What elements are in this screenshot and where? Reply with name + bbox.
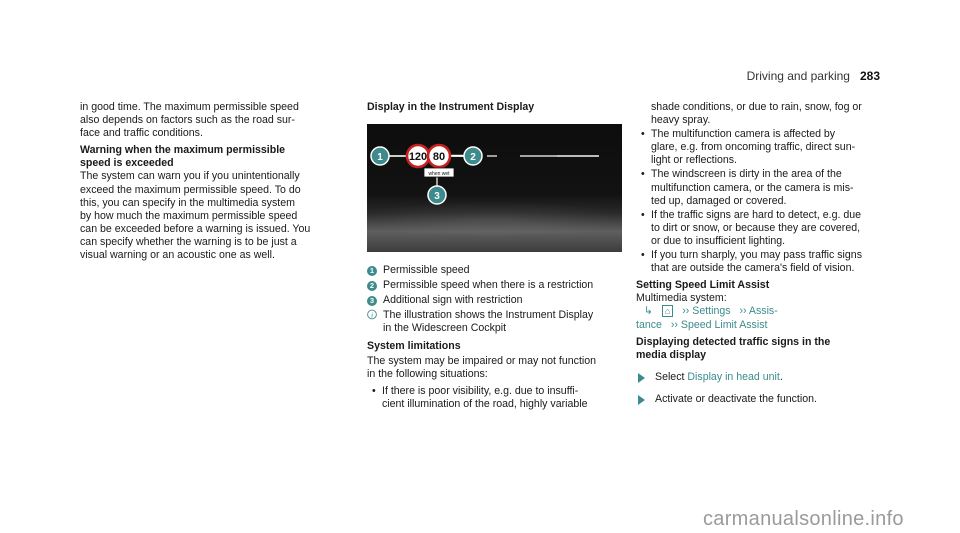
text-line: also depends on factors such as the road sur- [80, 114, 295, 127]
legend-text: Permissible speed when there is a restriction [383, 279, 594, 292]
setting-intro: Multimedia system: [636, 292, 727, 305]
warning-heading [80, 144, 342, 170]
display-heading: Display in the Instrument Display [367, 101, 535, 113]
text-line: visual warning or an acoustic one as well. [80, 249, 275, 262]
intro-paragraph [80, 101, 342, 140]
illustration-graphic [367, 124, 622, 252]
step-text-suffix: . [779, 370, 783, 383]
page-header [747, 69, 880, 83]
legend-number: 2 [367, 281, 377, 291]
text-line: ted up, damaged or covered. [651, 194, 787, 207]
enter-arrow-icon: ↳ [644, 305, 653, 318]
list-item [636, 128, 898, 167]
menu-path [636, 305, 898, 331]
text-line: light or reflections. [651, 154, 737, 167]
menu-item-assistance-part2: tance [636, 318, 662, 331]
text-line: to dirt or snow, or because they are covered, [651, 221, 861, 234]
list-item [636, 168, 898, 207]
home-icon: ⌂ [662, 305, 673, 317]
heading-line: Displaying detected traffic signs in the [636, 335, 831, 348]
limitations-list-continued [636, 128, 898, 275]
warning-paragraph [80, 170, 342, 262]
info-note [367, 309, 629, 335]
chevron-double-icon: ›› [670, 318, 678, 331]
display-in-head-unit-option: Display in head unit [687, 370, 780, 383]
text-line: • If there is poor visibility, e.g. due to insuffi- [382, 384, 579, 397]
step-arrow-icon [638, 395, 645, 405]
list-item [636, 209, 898, 248]
instruction-step [636, 393, 898, 406]
step-text-prefix: Select [655, 370, 688, 383]
text-line: that are outside the camera's field of vision. [651, 262, 855, 275]
step-arrow-icon [638, 373, 645, 383]
heading-line: Warning when the maximum permissible [80, 144, 286, 157]
text-line: • If the traffic signs are hard to detect, e.g. due [651, 208, 862, 221]
limitations-heading: System limitations [367, 339, 461, 352]
text-line: The illustration shows the Instrument Display [383, 309, 594, 322]
text-line: The system can warn you if you unintentionally [80, 170, 300, 183]
list-item [367, 385, 629, 411]
text-line: this, you can specify in the multimedia system [80, 196, 295, 209]
text-line: in good time. The maximum permissible speed [80, 101, 299, 113]
text-line: • The windscreen is dirty in the area of the [651, 168, 842, 181]
heading-line: media display [636, 348, 707, 361]
sign-2-value: 80 [432, 151, 446, 164]
list-item-continued [636, 101, 898, 127]
chevron-double-icon: ›› [739, 305, 747, 318]
text-line: The system may be impaired or may not function [367, 354, 597, 367]
legend-number: 3 [367, 296, 377, 306]
instruction-step [636, 371, 898, 384]
column-right [636, 101, 898, 406]
text-line: shade conditions, or due to rain, snow, fog or [651, 101, 862, 113]
instrument-display-illustration [367, 124, 622, 252]
callout-3-label: 3 [434, 191, 440, 203]
callout-1-label: 1 [377, 152, 383, 164]
text-line: in the Widescreen Cockpit [383, 322, 507, 335]
step-text [655, 371, 783, 384]
menu-item-settings: Settings [692, 305, 731, 318]
column-left [80, 101, 342, 266]
callout-2-label: 2 [470, 152, 476, 164]
note-text [383, 309, 593, 335]
menu-item-speed-limit-assist: Speed Limit Assist [680, 318, 768, 331]
info-icon-glyph: i [370, 310, 374, 320]
limitations-intro [367, 355, 629, 381]
text-line: can be exceeded before a warning is issued. You [80, 222, 311, 235]
list-item [636, 249, 898, 275]
text-line: • The multifunction camera is affected by [651, 128, 836, 141]
text-line: face and traffic conditions. [80, 127, 203, 140]
sign-1-value: 120 [408, 151, 428, 164]
text-line: in the following situations: [367, 367, 488, 380]
setting-heading: Setting Speed Limit Assist [636, 279, 770, 292]
watermark: carmanualsonline.info [703, 508, 904, 530]
step-text: Activate or deactivate the function. [655, 392, 817, 405]
heading-line: speed is exceeded [80, 157, 174, 170]
legend-item [367, 264, 629, 277]
text-line: or due to insufficient lighting. [651, 234, 786, 247]
chevron-double-icon: ›› [682, 305, 690, 318]
text-line: glare, e.g. from oncoming traffic, direct sun- [651, 141, 856, 154]
text-line: heavy spray. [651, 114, 711, 127]
column-middle [367, 101, 629, 412]
display-signs-heading [636, 336, 898, 362]
section-title: Driving and parking [746, 69, 850, 83]
legend-item [367, 279, 629, 292]
text-line: multifunction camera, or the camera is mis- [651, 181, 854, 194]
info-icon [367, 309, 377, 335]
text-line: exceed the maximum permissible speed. To do [80, 183, 301, 196]
legend-number: 1 [367, 266, 377, 276]
limitations-list [367, 385, 629, 411]
text-line: • If you turn sharply, you may pass traffic signs [651, 249, 862, 262]
text-line: by how much the maximum permissible speed [80, 209, 298, 222]
text-line: can specify whether the warning is to be just a [80, 235, 297, 248]
legend-text: Additional sign with restriction [383, 294, 523, 307]
menu-item-assistance-part1: Assis- [748, 305, 778, 318]
text-line: cient illumination of the road, highly variable [382, 397, 588, 410]
legend-item [367, 294, 629, 307]
additional-sign-text: when wet [428, 171, 450, 178]
legend-text: Permissible speed [383, 264, 470, 277]
page-number: 283 [859, 69, 880, 83]
